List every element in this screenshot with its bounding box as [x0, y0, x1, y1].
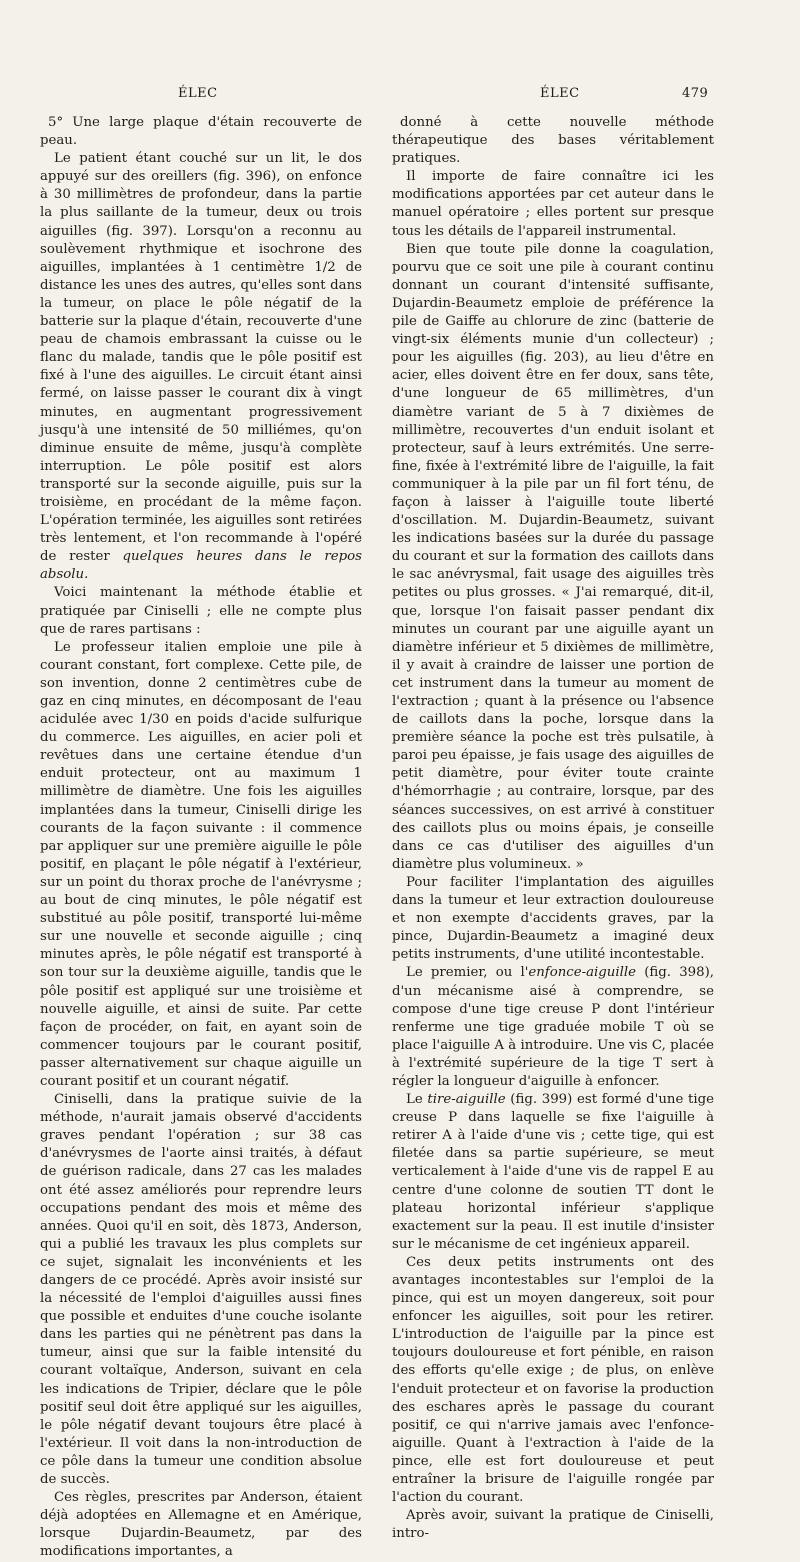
header-left-title: ÉLEC [178, 86, 218, 101]
paragraph: 5° Une large plaque d'étain recouverte de peau. [40, 115, 362, 149]
running-header [0, 86, 800, 106]
paragraph: Le professeur italien emploie une pile à courant constant, fort complexe. Cette pile, de son invention, donne 2 centimètres cube de gaz en cinq minutes, en décomposant de l'eau acidulée avec 1/30 en poids d'acide sulfurique du commerce. Les aiguilles, en acier poli et revêtues dans une certaine étendue d'un enduit protecteur, ont au maximum 1 millimètre de diamètre. Une fois les aiguilles implantées dans la tumeur, Ciniselli dirige les courants de la façon suivante : il commence par appliquer sur une première aiguille le pôle positif, en plaçant le pôle négatif à l'extérieur, sur un point du thorax proche de l'anévrysme ; au bout de cinq minutes, le pôle négatif est substitué au pôle positif, transporté lui-même sur une nouvelle et seconde aiguille ; cinq minutes après, le pôle négatif est transporté à son tour sur la deuxième aiguille, tandis que le pôle positif est appliqué sur une troisième et nouvelle aiguille, et ainsi de suite. Par cette façon de procéder, on fait, en ayant soin de commencer toujours par le courant positif, passer alternativement sur chaque aiguille un courant positif et un courant négatif. [40, 639, 362, 1089]
paragraph: Le premier, ou l'enfonce-aiguille (fig. 398), d'un mécanisme aisé à comprendre, se compose d'une tige creuse P dont l'intérieur renferme une tige graduée mobile T où se place l'aiguille A à introduire. Une vis C, placée à l'extrémité supérieure de la tige T sert à régler la longueur d'aiguille à enfoncer. [392, 965, 714, 1089]
paragraph: Voici maintenant la méthode établie et pratiquée par Ciniselli ; elle ne compte plus que de rares partisans : [40, 585, 362, 637]
right-column [392, 114, 714, 1543]
paragraph: Le patient étant couché sur un lit, le dos appuyé sur des oreillers (fig. 396), on enfonce à 30 millimètres de profondeur, dans la partie la plus saillante de la tumeur, deux ou trois aiguilles (fig. 397). Lorsqu'on a reconnu au soulèvement rhythmique et isochrone des aiguilles, implantées à 1 centimètre 1/2 de distance les unes des autres, qu'elles sont dans la tumeur, on place le pôle négatif de la batterie sur la plaque d'étain, recouverte d'une peau de chamois embrassant la cuisse ou le flanc du malade, tandis que le pôle positif est fixé à l'une des aiguilles. Le circuit étant ainsi fermé, on laisse passer le courant dix à vingt minutes, en augmentant progressivement jusqu'à une intensité de 50 milliémes, qu'on diminue ensuite de même, jusqu'à complète interruption. Le pôle positif est alors transporté sur la seconde aiguille, puis sur la troisième, en procédant de la même façon. L'opération terminée, les aiguilles sont retirées très lentement, et l'on recommande à l'opéré de rester quelques heures dans le repos absolu. [40, 151, 362, 583]
paragraph: Bien que toute pile donne la coagulation, pourvu que ce soit une pile à courant continu donnant un courant d'intensité suffisante, Dujardin-Beaumetz emploie de préférence la pile de Gaiffe au chlorure de zinc (batterie de vingt-six éléments munie d'un collecteur) ; pour les aiguilles (fig. 203), au lieu d'être en acier, elles doivent être en fer doux, sans tête, d'une longueur de 65 millimètres, d'un diamètre variant de 5 à 7 dixièmes de millimètre, recouvertes d'un enduit isolant et protecteur, sauf à leurs extrémités. Une serre-fine, fixée à l'extrémité libre de l'aiguille, la fait communiquer à la pile par un fil fort ténu, de façon à laisser à l'aiguille toute liberté d'oscillation. M. Dujardin-Beaumetz, suivant les indications basées sur la durée du passage du courant et sur la formation des caillots dans le sac anévrysmal, fait usage des aiguilles très petites ou plus grosses. « J'ai remarqué, dit-il, que, lorsque l'on faisait passer pendant dix minutes un courant par une aiguille ayant un diamètre inférieur et 5 dixièmes de millimètre, il y avait à craindre de laisser une portion de cet instrument dans la tumeur au moment de l'extraction ; quant à la présence ou l'absence de caillots dans la poche, lorsque dans la première séance la poche est très pulsatile, à paroi peu épaisse, je fais usage des aiguilles de petit diamètre, pour éviter toute crainte d'hémorrhagie ; au contraire, lorsque, par des séances successives, on est arrivé à constituer des caillots plus ou moins épais, je conseille dans ce cas d'utiliser des aiguilles d'un diamètre plus volumineux. » [392, 241, 714, 872]
paragraph: Ciniselli, dans la pratique suivie de la méthode, n'aurait jamais observé d'accidents graves pendant l'opération ; sur 38 cas d'anévrysmes de l'aorte ainsi traités, à défaut de guérison radicale, dans 27 cas les malades ont été assez améliorés pour reprendre leurs occupations pendant des mois et même des années. Quoi qu'il en soit, dès 1873, Anderson, qui a publié les travaux les plus complets sur ce sujet, signalait les inconvénients et les dangers de ce procédé. Après avoir insisté sur la nécessité de l'emploi d'aiguilles aussi fines que possible et enduites d'une couche isolante dans les parties qui ne pénètrent pas dans la tumeur, ainsi que sur la faible intensité du courant voltaïque, Anderson, suivant en cela les indications de Tripier, déclare que le pôle positif seul doit être appliqué sur les aiguilles, le pôle négatif devant toujours être placé à l'extérieur. Il voit dans la non-introduction de ce pôle dans la tumeur une condition absolue de succès. [40, 1092, 362, 1488]
paragraph: Ces deux petits instruments ont des avantages incontestables sur l'emploi de la pince, qui est un moyen dangereux, soit pour enfoncer les aiguilles, soit pour les retirer. L'introduction de l'aiguille par la pince est toujours douloureuse et fort pénible, en raison des efforts qu'elle exige ; de plus, on enlève l'enduit protecteur et on favorise la production des eschares après le passage du courant positif, ce qui n'arrive jamais avec l'enfonce-aiguille. Quant à l'extraction à l'aide de la pince, elle est fort douloureuse et peut entraîner la brisure de l'aiguille rongée par l'action du courant. [392, 1254, 714, 1506]
page-number: 479 [682, 86, 709, 101]
left-column [40, 114, 362, 1562]
header-right-title: ÉLEC [540, 86, 580, 101]
paragraph: Le tire-aiguille (fig. 399) est formé d'une tige creuse P dans laquelle se fixe l'aiguille à retirer A à l'aide d'une vis ; cette tige, qui est filetée dans sa partie supérieure, se meut verticalement à l'aide d'une vis de rappel E au centre d'une colonne de soutien TT dont le plateau horizontal inférieur s'applique exactement sur la peau. Il est inutile d'insister sur le mécanisme de cet ingénieux appareil. [392, 1092, 714, 1252]
paragraph: donné à cette nouvelle méthode thérapeutique des bases véritablement pratiques. [392, 115, 714, 167]
italic-phrase: quelques heures dans le repos absolu. [40, 549, 362, 583]
paragraph: Pour faciliter l'implantation des aiguilles dans la tumeur et leur extraction douloureuse et non exempte d'accidents graves, par la pince, Dujardin-Beaumetz a imaginé deux petits instruments, d'une utilité incontestable. [392, 874, 714, 963]
paragraph: Il importe de faire connaître ici les modifications apportées par cet auteur dans le manuel opératoire ; elles portent sur presque tous les détails de l'appareil instrumental. [392, 169, 714, 239]
paragraph: Après avoir, suivant la pratique de Ciniselli, intro- [392, 1508, 714, 1542]
italic-term: tire-aiguille [427, 1092, 506, 1108]
paragraph: Ces règles, prescrites par Anderson, étaient déjà adoptées en Allemagne et en Amérique, lorsque Dujardin-Beaumetz, par des modifications importantes, a [40, 1490, 362, 1560]
italic-term: enfonce-aiguille [528, 965, 636, 981]
